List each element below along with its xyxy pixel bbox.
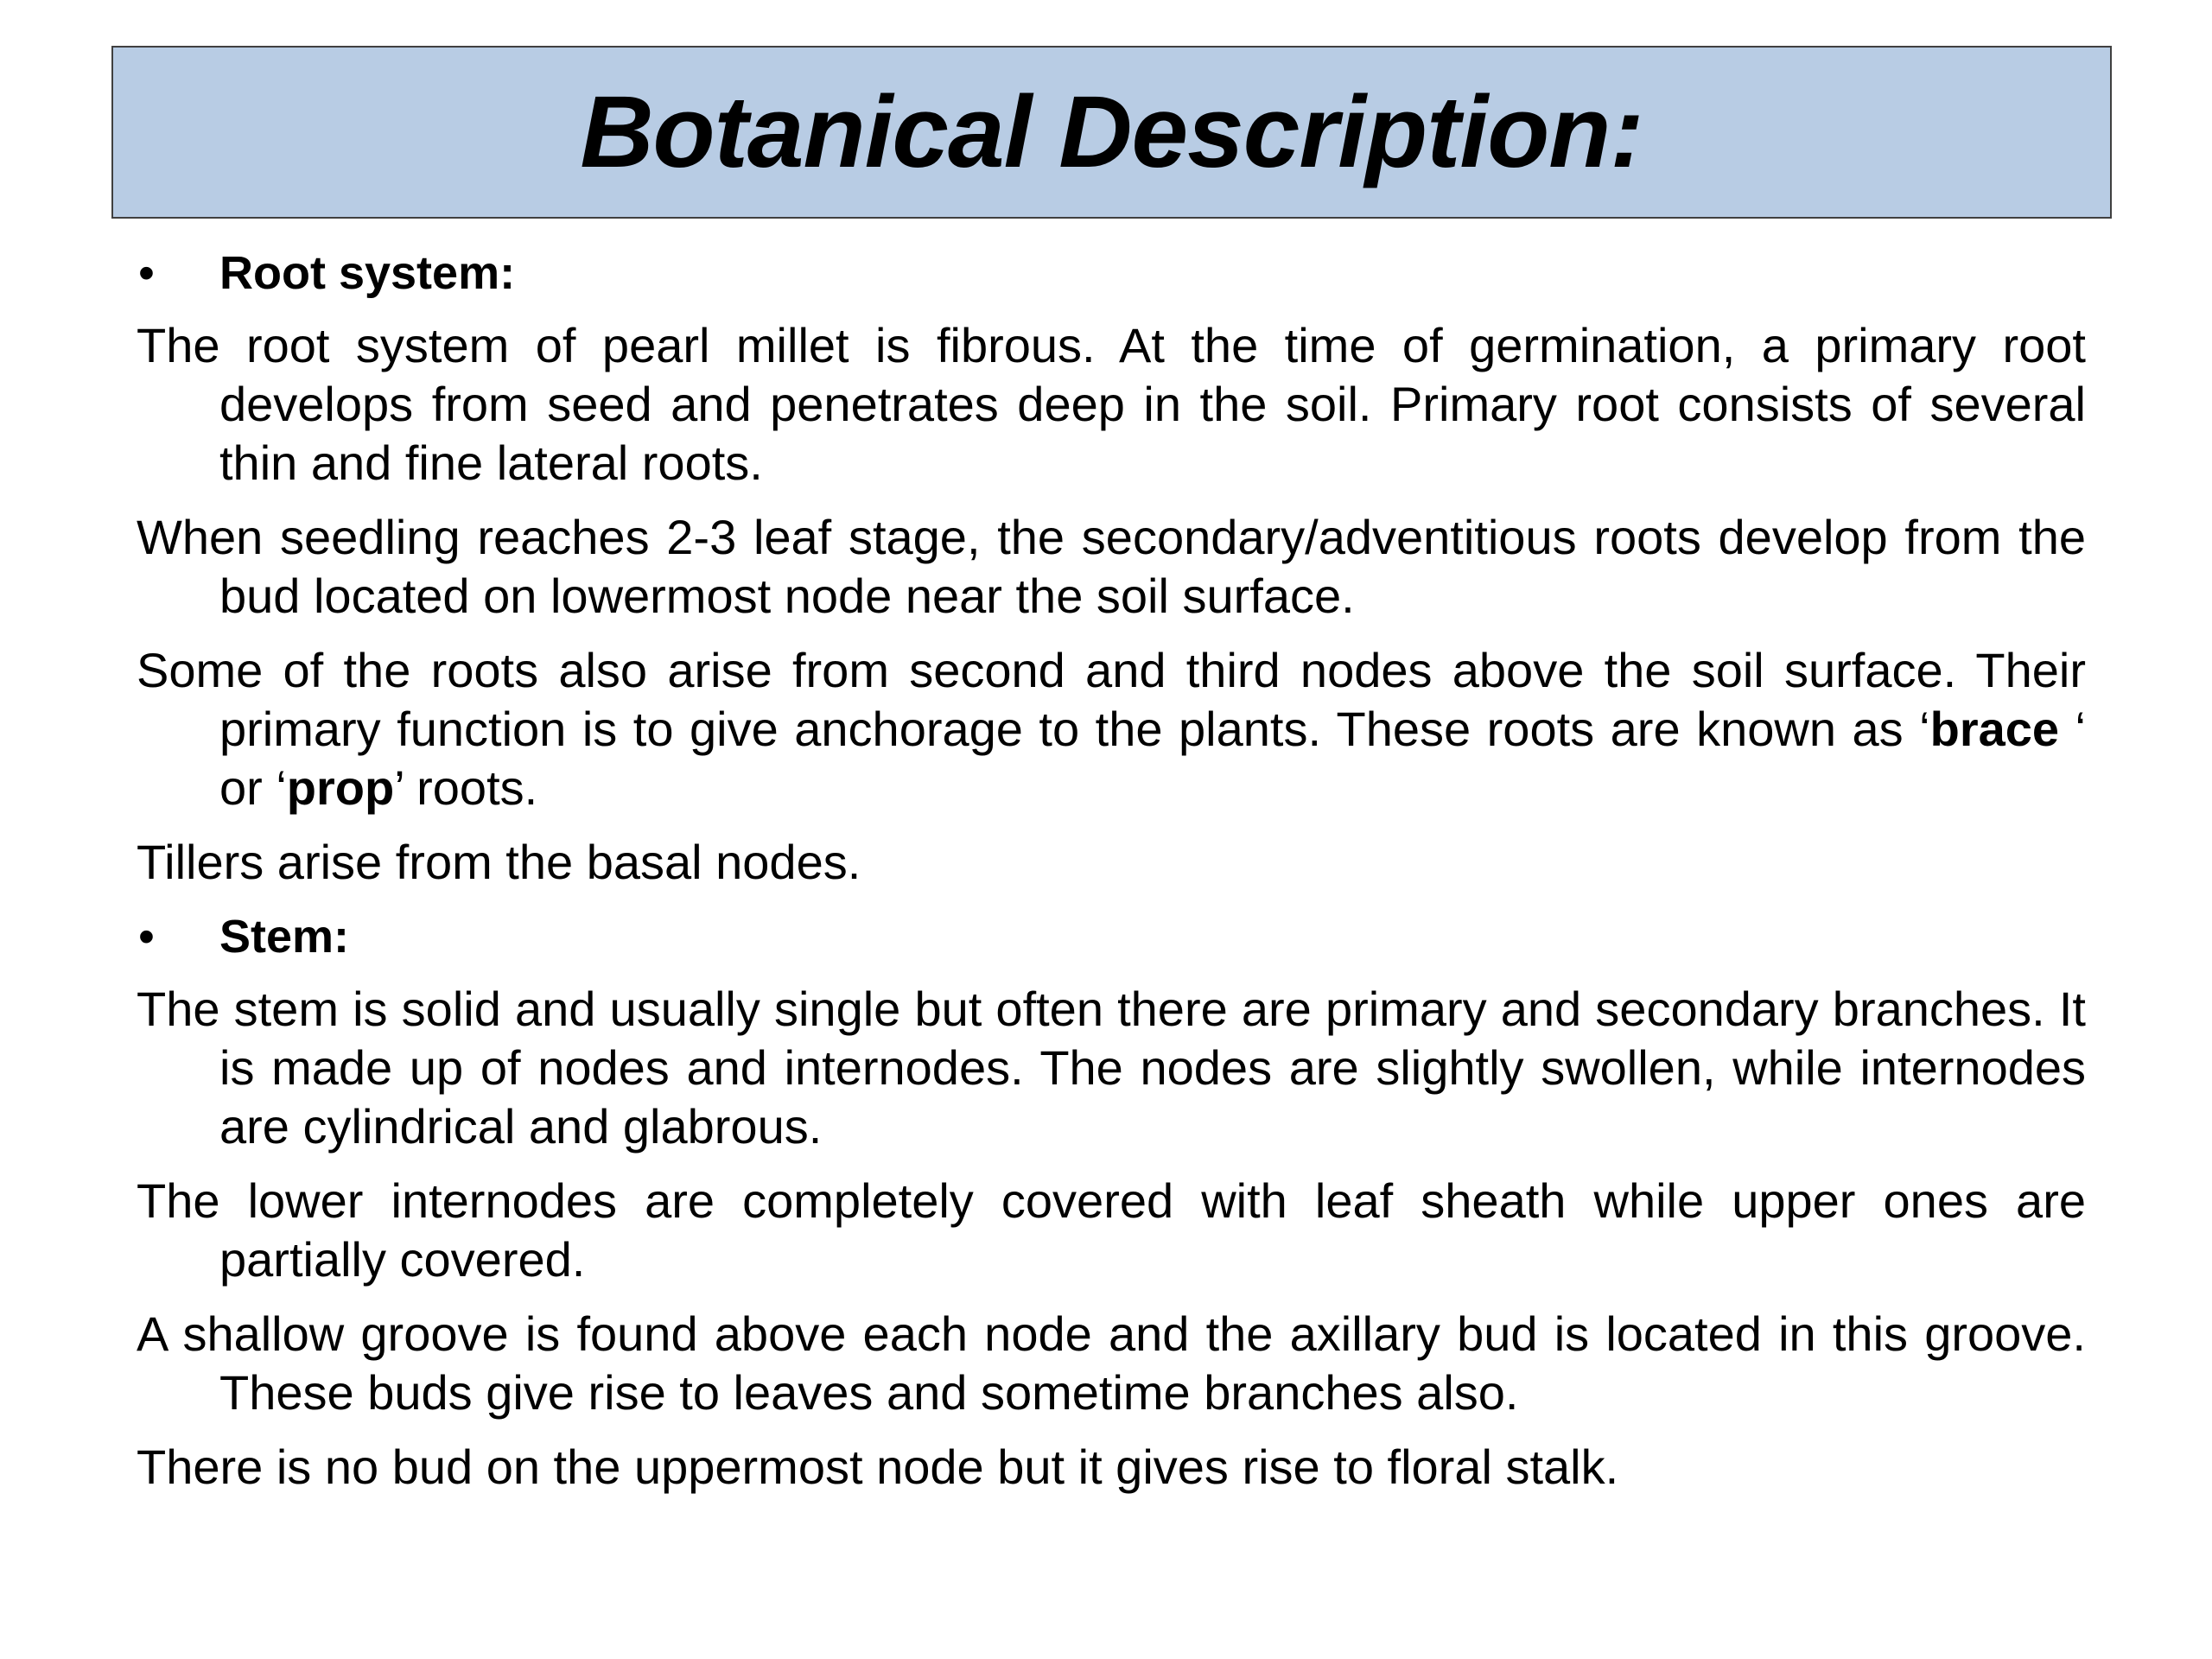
bullet-icon: •: [138, 911, 155, 963]
slide-title: Botanical Description:: [580, 75, 1643, 189]
paragraph-text: Some of the roots also arise from second and third nodes above the soil surface. Their primary function is to give anchorage to the plants. These roots are known as ‘: [137, 643, 2086, 756]
slide-body: [137, 244, 2086, 1512]
section-heading-root-system: [137, 244, 2086, 302]
paragraph-text: ’ roots.: [394, 760, 538, 815]
paragraph-root-brace-prop: [137, 641, 2086, 817]
paragraph-root-fibrous: The root system of pearl millet is fibrous. At the time of germination, a primary root develops from seed and penetrates deep in the soil. Primary root consists of several thin and fine lateral roots.: [137, 318, 2086, 490]
paragraph-stem-uppermost-node: There is no bud on the uppermost node but it gives rise to floral stalk.: [137, 1440, 1619, 1494]
paragraph-root-adventitious: When seedling reaches 2-3 leaf stage, the secondary/adventitious roots develop from the bud located on lowermost node near the soil surface.: [137, 510, 2086, 623]
paragraph-stem-structure: The stem is solid and usually single but often there are primary and secondary branches. It is made up of nodes and internodes. The nodes are slightly swollen, while internodes are cylindrical and glabrous.: [137, 982, 2086, 1154]
paragraph-tillers: Tillers arise from the basal nodes.: [137, 835, 861, 889]
title-banner: [111, 46, 2112, 219]
term-brace: brace: [1929, 702, 2060, 756]
paragraph-text: ‘ or ‘: [219, 702, 2087, 815]
section-heading-stem: [137, 907, 2086, 966]
section-heading-text: Stem:: [219, 911, 350, 963]
paragraph-stem-groove: A shallow groove is found above each node and the axillary bud is located in this groove. These buds give rise to leaves and sometime branches also.: [137, 1306, 2086, 1420]
bullet-icon: •: [138, 247, 155, 299]
section-heading-text: Root system:: [219, 247, 516, 299]
paragraph-stem-internodes: The lower internodes are completely covered with leaf sheath while upper ones are partially covered.: [137, 1173, 2086, 1287]
term-prop: prop: [286, 760, 395, 815]
